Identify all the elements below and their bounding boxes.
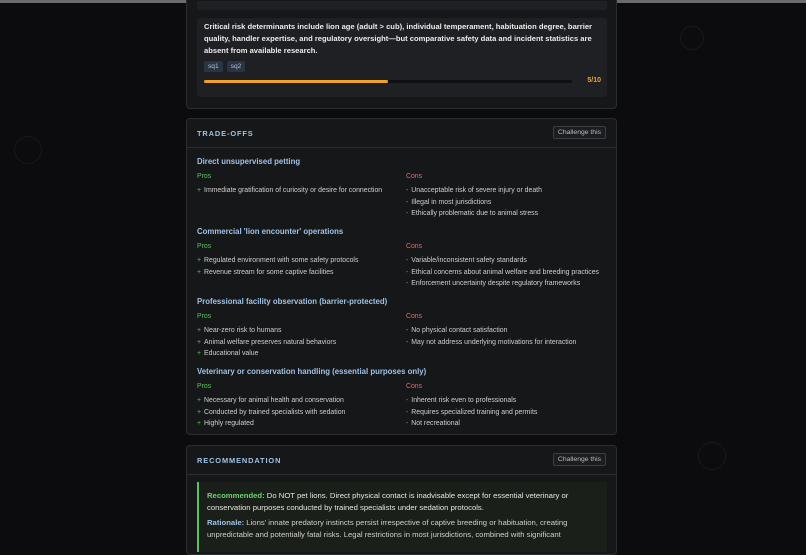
con-item: - Ethical concerns about animal welfare and breeding practices bbox=[406, 268, 599, 276]
option-veterinary-handling bbox=[197, 367, 607, 430]
rationale-label: Rationale: bbox=[207, 518, 245, 527]
tradeoffs-header bbox=[187, 119, 616, 148]
cons-list bbox=[406, 243, 606, 290]
con-item: - May not address underlying motivations for interaction bbox=[406, 338, 577, 346]
pros-list bbox=[197, 383, 406, 430]
claim-text: Critical risk determinants include lion age (adult > cub), individual temperament, habituation degree, barrier quality, handler expertise, and regulatory oversight—but comparative safety data and incident statistics are absent from available research. bbox=[204, 22, 592, 55]
pro-item: + Immediate gratification of curiosity or desire for connection bbox=[197, 187, 383, 194]
recommendation-header bbox=[187, 446, 616, 475]
recommended-label: Recommended: bbox=[207, 491, 265, 500]
con-item: - Inherent risk even to professionals bbox=[406, 397, 517, 404]
con-item: - Ethically problematic due to animal stress bbox=[406, 210, 539, 218]
tradeoffs-card bbox=[186, 118, 617, 435]
tag-sq1[interactable]: sq1 bbox=[204, 61, 223, 72]
challenge-button[interactable]: Challenge this bbox=[553, 453, 606, 466]
con-item: - Enforcement uncertainty despite regulatory frameworks bbox=[406, 280, 581, 288]
pro-item: + Near-zero risk to humans bbox=[197, 327, 282, 334]
cons-list bbox=[406, 313, 606, 360]
claim-tags bbox=[204, 61, 245, 72]
pros-heading: Pros bbox=[197, 243, 212, 250]
cons-heading: Cons bbox=[406, 383, 423, 390]
pros-list bbox=[197, 313, 406, 360]
claim-box bbox=[197, 18, 607, 97]
option-title: Professional facility observation (barrier-protected) bbox=[197, 297, 388, 306]
cons-list bbox=[406, 383, 606, 430]
background-decoration bbox=[14, 136, 42, 164]
cons-list bbox=[406, 173, 606, 220]
background-decoration bbox=[680, 26, 704, 50]
pro-item: + Necessary for animal health and conservation bbox=[197, 397, 344, 404]
con-item: - Unacceptable risk of severe injury or death bbox=[406, 187, 542, 194]
recommendation-box bbox=[197, 482, 607, 552]
pro-item: + Regulated environment with some safety protocols bbox=[197, 257, 359, 264]
cons-heading: Cons bbox=[406, 243, 423, 250]
pros-heading: Pros bbox=[197, 383, 212, 390]
pro-item: + Conducted by trained specialists with sedation bbox=[197, 408, 346, 416]
option-facility-observation bbox=[197, 297, 607, 360]
confidence-bar bbox=[204, 80, 572, 83]
pro-item: + Revenue stream for some captive facilities bbox=[197, 268, 334, 276]
pro-item: + Animal welfare preserves natural behaviors bbox=[197, 338, 337, 346]
con-item: - Illegal in most jurisdictions bbox=[406, 198, 492, 206]
challenge-button[interactable]: Challenge this bbox=[553, 126, 606, 139]
confidence-bar-fill bbox=[204, 80, 388, 83]
tradeoffs-title: TRADE-OFFS bbox=[197, 129, 254, 138]
con-item: - Requires specialized training and permits bbox=[406, 408, 538, 416]
tag-sq2[interactable]: sq2 bbox=[227, 61, 246, 72]
pros-heading: Pros bbox=[197, 173, 212, 180]
cons-heading: Cons bbox=[406, 313, 423, 320]
recommendation-text: Recommended: Do NOT pet lions. Direct physical contact is inadvisable except for essential veterinary or conservation purposes conducted by trained specialists under sedation protocols. bbox=[207, 491, 569, 512]
pro-item: + Educational value bbox=[197, 350, 259, 358]
con-item: - Not recreational bbox=[406, 420, 460, 428]
pros-list bbox=[197, 243, 406, 290]
background-decoration bbox=[698, 442, 726, 470]
option-title: Commercial 'lion encounter' operations bbox=[197, 227, 344, 236]
con-item: - Variable/inconsistent safety standards bbox=[406, 257, 527, 264]
pro-item: + Highly regulated bbox=[197, 420, 254, 428]
cons-heading: Cons bbox=[406, 173, 423, 180]
option-title: Veterinary or conservation handling (essential purposes only) bbox=[197, 367, 427, 376]
option-commercial-encounter bbox=[197, 227, 607, 290]
recommendation-title: RECOMMENDATION bbox=[197, 456, 282, 465]
previous-claim-box bbox=[197, 1, 607, 10]
confidence-score: 5/10 bbox=[587, 77, 601, 84]
option-direct-petting bbox=[197, 157, 607, 220]
pros-heading: Pros bbox=[197, 313, 212, 320]
recommendation-card bbox=[186, 445, 617, 555]
claim-card bbox=[186, 0, 617, 109]
con-item: - No physical contact satisfaction bbox=[406, 327, 508, 334]
pros-list bbox=[197, 173, 406, 220]
option-title: Direct unsupervised petting bbox=[197, 157, 301, 166]
rationale-text: Rationale: Lions' innate predatory instincts persist irrespective of captive breeding or habituation, creating unpredictable and potentially fatal risks. Legal restrictions in most jurisdictions, combined with significant bbox=[207, 518, 568, 539]
